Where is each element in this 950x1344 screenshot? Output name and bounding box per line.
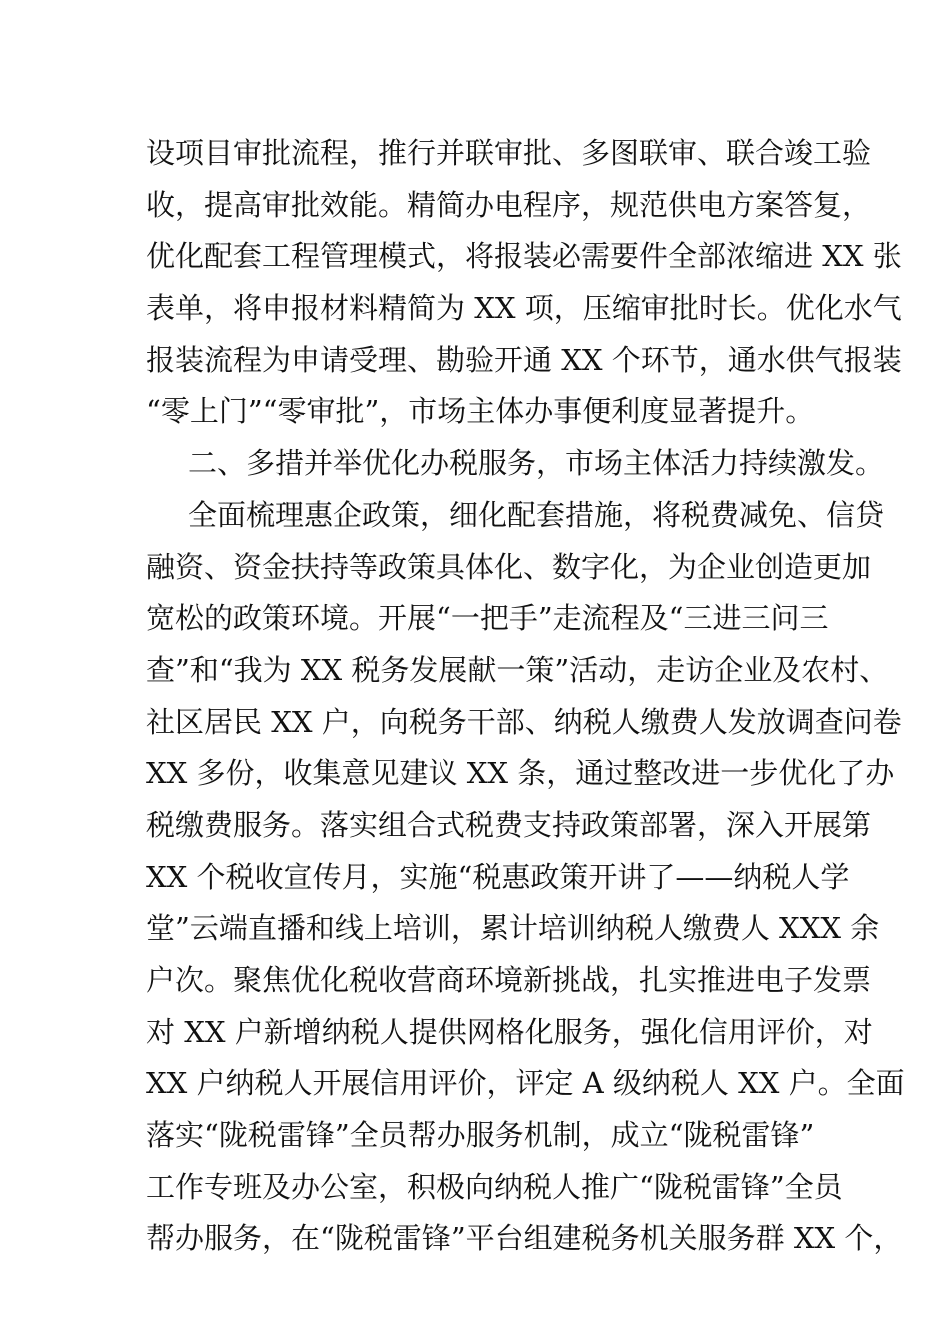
- text-line: 表单，将申报材料精简为 XX 项，压缩审批时长。优化水气: [146, 291, 902, 326]
- text-line: XX 个税收宣传月，实施“税惠政策开讲了——纳税人学: [146, 859, 850, 894]
- section-heading: 二、多措并举优化办税服务，市场主体活力持续激发。: [188, 446, 885, 481]
- body-text: [146, 128, 905, 1265]
- text-line: XX 户纳税人开展信用评价，评定 A 级纳税人 XX 户。全面: [146, 1066, 905, 1101]
- text-line: XX 多份，收集意见建议 XX 条，通过整改进一步优化了办: [146, 756, 895, 791]
- text-line: 查”和“我为 XX 税务发展献一策”活动，走访企业及农村、: [146, 652, 889, 687]
- text-line: 宽松的政策环境。开展“一把手”走流程及“三进三问三: [146, 601, 829, 636]
- text-line: 工作专班及办公室，积极向纳税人推广“陇税雷锋”全员: [146, 1169, 843, 1204]
- text-line: 对 XX 户新增纳税人提供网格化服务，强化信用评价，对: [146, 1014, 873, 1049]
- text-line: 全面梳理惠企政策，细化配套措施，将税费减免、信贷: [188, 497, 885, 532]
- text-line: 收，提高审批效能。精简办电程序，规范供电方案答复，: [146, 187, 872, 222]
- text-line: 税缴费服务。落实组合式税费支持政策部署，深入开展第: [146, 807, 872, 842]
- text-line: 报装流程为申请受理、勘验开通 XX 个环节，通水供气报装: [146, 342, 902, 377]
- text-line: “零上门”“零审批”，市场主体办事便利度显著提升。: [146, 394, 815, 429]
- text-line: 帮办服务，在“陇税雷锋”平台组建税务机关服务群 XX 个，: [146, 1221, 903, 1256]
- text-line: 落实“陇税雷锋”全员帮办服务机制，成立“陇税雷锋”: [146, 1118, 815, 1153]
- text-line: 融资、资金扶持等政策具体化、数字化，为企业创造更加: [146, 549, 872, 584]
- text-line: 社区居民 XX 户，向税务干部、纳税人缴费人发放调查问卷: [146, 704, 902, 739]
- text-line: 户次。聚焦优化税收营商环境新挑战，扎实推进电子发票: [146, 963, 872, 997]
- text-line: 堂”云端直播和线上培训，累计培训纳税人缴费人 XXX 余: [146, 911, 880, 946]
- text-line: 设项目审批流程，推行并联审批、多图联审、联合竣工验: [146, 136, 872, 170]
- text-line: 优化配套工程管理模式，将报装必需要件全部浓缩进 XX 张: [146, 239, 902, 274]
